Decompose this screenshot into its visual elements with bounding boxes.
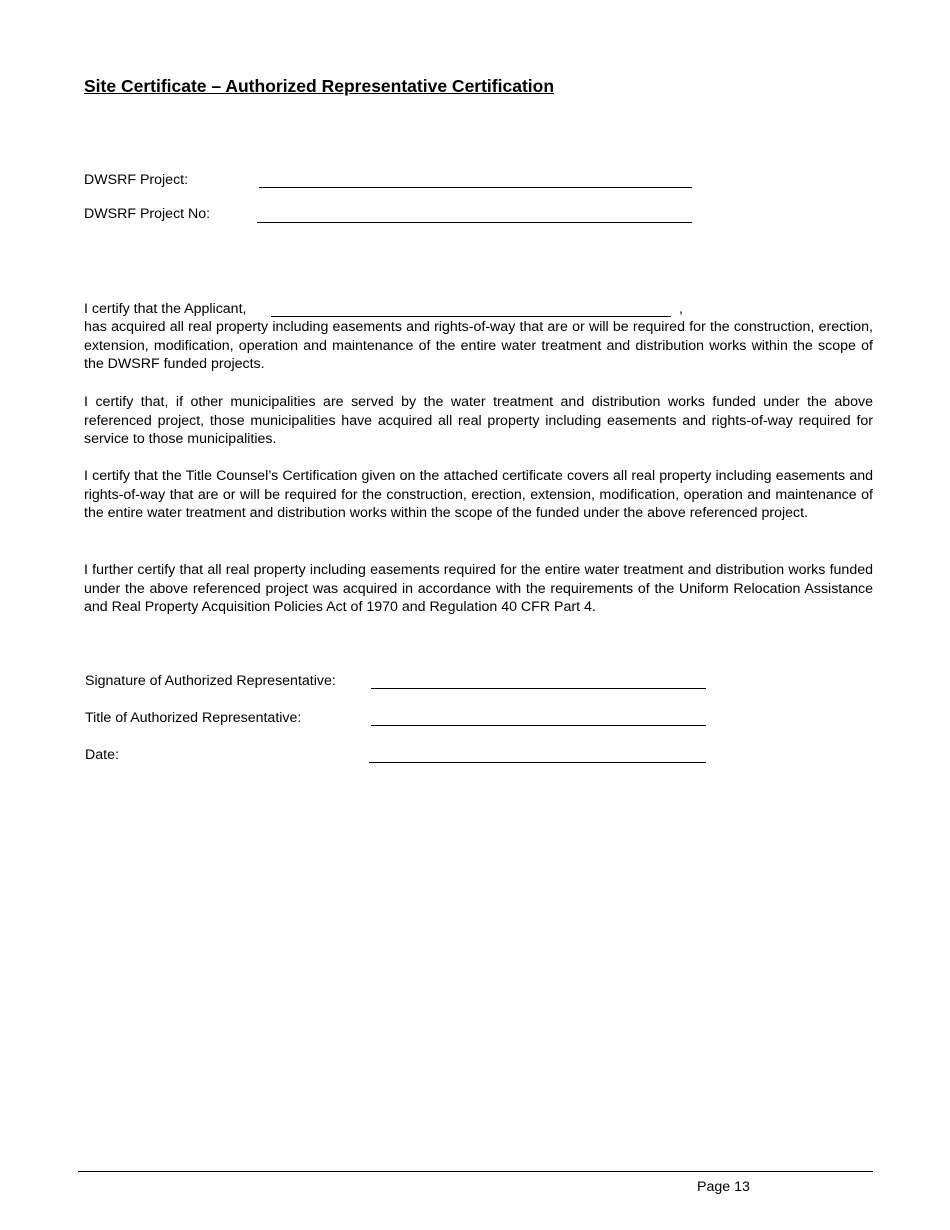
- page-number: Page 13: [697, 1179, 750, 1195]
- paragraph-3: I certify that the Title Counsel’s Certification given on the attached certificate covers all real property including easements and rights-of-way that are or will be required for the construction, erection, extension, modification, operation and maintenance of the entire water treatment and distribution works within the scope of the funded under the above referenced project.: [84, 468, 873, 522]
- project-label: DWSRF Project:: [84, 172, 189, 188]
- project-field[interactable]: [259, 187, 692, 188]
- project-no-label: DWSRF Project No:: [84, 206, 211, 222]
- applicant-field[interactable]: [271, 316, 671, 317]
- page-title: Site Certificate – Authorized Representative Certification: [84, 76, 555, 96]
- signature-label: Signature of Authorized Representative:: [85, 673, 336, 689]
- applicant-prefix: I certify that the Applicant,: [84, 301, 247, 317]
- date-field[interactable]: [369, 762, 706, 763]
- rep-title-field[interactable]: [371, 725, 706, 726]
- rep-title-label: Title of Authorized Representative:: [85, 710, 302, 726]
- applicant-suffix: ,: [679, 301, 683, 317]
- paragraph-2: I certify that, if other municipalities are served by the water treatment and distribution works funded under the above referenced project, those municipalities have acquired all real property including easements and rights-of-way required for service to those municipalities.: [84, 394, 873, 448]
- paragraph-4: I further certify that all real property including easements required for the entire water treatment and distribution works funded under the above referenced project was acquired in accordance with the requirements of the Uniform Relocation Assistance and Real Property Acquisition Policies Act of 1970 and Regulation 40 CFR Part 4.: [84, 562, 873, 616]
- signature-field[interactable]: [371, 688, 706, 689]
- date-label: Date:: [85, 747, 119, 763]
- footer-divider: [78, 1171, 873, 1172]
- project-no-field[interactable]: [257, 222, 692, 223]
- paragraph-1: has acquired all real property including easements and rights-of-way that are or will be required for the construction, erection, extension, modification, operation and maintenance of the entire water treatment and distribution works within the scope of the DWSRF funded projects.: [84, 319, 873, 373]
